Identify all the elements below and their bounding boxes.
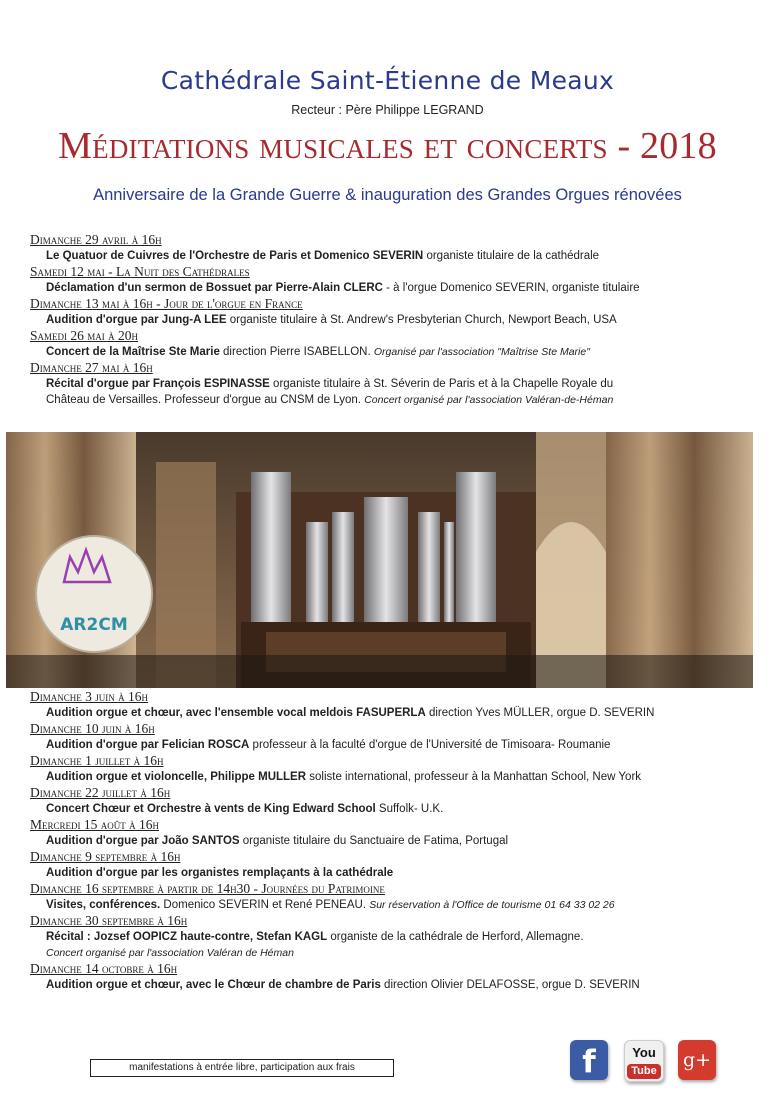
event-item xyxy=(30,881,750,913)
event-description: Audition d'orgue par Felician ROSCA professeur à la faculté d'orgue de l'Université de Timisoara- Roumanie xyxy=(46,739,611,751)
event-description: Déclamation d'un sermon de Bossuet par Pierre-Alain CLERC - à l'orgue Domenico SEVERIN, organiste titulaire xyxy=(46,282,640,294)
event-date: Dimanche 16 septembre à partir de 14h30 - Journées du Patrimoine xyxy=(30,881,385,896)
event-date: Dimanche 9 septembre à 16h xyxy=(30,849,181,864)
event-description-continued: Château de Versailles. Professeur d'orgue au CNSM de Lyon. Concert organisé par l'association Valéran-de-Héman xyxy=(46,394,614,406)
event-description: Récital d'orgue par François ESPINASSE organiste titulaire à St. Séverin de Paris et à la Chapelle Royale du xyxy=(46,378,614,390)
event-item xyxy=(30,689,750,721)
recteur-line: Recteur : Père Philippe LEGRAND xyxy=(291,103,484,117)
event-description: Audition d'orgue par les organistes remplaçants à la cathédrale xyxy=(46,867,394,879)
youtube-tube-label: Tube xyxy=(627,1064,660,1079)
event-description: Récital : Jozsef OOPICZ haute-contre, Stefan KAGL organiste de la cathédrale de Herford, Allemagne. xyxy=(46,931,584,943)
organ-illustration xyxy=(6,432,753,688)
cathedral-name: Cathédrale Saint-Étienne de Meaux xyxy=(160,66,615,95)
event-date: Dimanche 29 avril à 16h xyxy=(30,232,162,247)
event-description: Audition orgue et chœur, avec l'ensemble vocal meldois FASUPERLA direction Yves MÜLLER, orgue D. SEVERIN xyxy=(46,707,655,719)
event-item xyxy=(30,296,750,328)
event-date: Dimanche 22 juillet à 16h xyxy=(30,785,171,800)
event-date: Dimanche 27 mai à 16h xyxy=(30,360,153,375)
event-date: Dimanche 13 mai à 16h - Jour de l'orgue en France xyxy=(30,296,303,311)
event-item xyxy=(30,232,750,264)
events-list-top xyxy=(30,232,750,408)
association-banner: Association pour le Rayonnement Culturel de la Cathédrale de Meaux xyxy=(154,1095,605,1109)
youtube-icon[interactable] xyxy=(624,1040,664,1082)
event-item xyxy=(30,753,750,785)
event-date: Dimanche 3 juin à 16h xyxy=(30,689,148,704)
event-date: Samedi 12 mai - La Nuit des Cathédrales xyxy=(30,264,250,279)
event-item xyxy=(30,360,750,408)
event-date: Dimanche 1 juillet à 16h xyxy=(30,753,164,768)
event-date: Dimanche 30 septembre à 16h xyxy=(30,913,188,928)
event-description: Audition d'orgue par Jung-A LEE organiste titulaire à St. Andrew's Presbyterian Church, Newport Beach, USA xyxy=(46,314,617,326)
youtube-you-label: You xyxy=(632,1045,656,1060)
logo-text: AR2CM xyxy=(60,615,128,635)
event-item xyxy=(30,817,750,849)
poster-subtitle: Anniversaire de la Grande Guerre & inauguration des Grandes Orgues rénovées xyxy=(93,186,682,204)
free-entry-note: manifestations à entrée libre, participation aux frais xyxy=(90,1059,394,1077)
googleplus-icon[interactable]: g+ xyxy=(678,1040,716,1080)
event-item xyxy=(30,328,750,360)
event-date: Dimanche 10 juin à 16h xyxy=(30,721,155,736)
event-date: Dimanche 14 octobre à 16h xyxy=(30,961,178,976)
event-description: Concert de la Maîtrise Ste Marie direction Pierre ISABELLON. Organisé par l'association "Maîtrise Ste Marie" xyxy=(46,346,590,358)
event-date: Samedi 26 mai à 20h xyxy=(30,328,139,343)
event-note: Concert organisé par l'association Valéran de Héman xyxy=(46,947,294,959)
event-description: Concert Chœur et Orchestre à vents de King Edward School Suffolk- U.K. xyxy=(46,803,444,815)
facebook-icon[interactable]: f xyxy=(570,1040,608,1080)
event-description: Audition orgue et violoncelle, Philippe MULLER soliste international, professeur à la Manhattan School, New York xyxy=(46,771,642,783)
event-item xyxy=(30,913,750,961)
event-date: Mercredi 15 août à 16h xyxy=(30,817,159,832)
event-item xyxy=(30,785,750,817)
event-item xyxy=(30,961,750,993)
poster-title: Méditations musicales et concerts - 2018 xyxy=(58,125,717,167)
events-list-bottom xyxy=(30,689,750,993)
event-item xyxy=(30,721,750,753)
event-description: Visites, conférences. Domenico SEVERIN et René PENEAU. Sur réservation à l'Office de tourisme 01 64 33 02 26 xyxy=(46,899,615,911)
event-description: Le Quatuor de Cuivres de l'Orchestre de Paris et Domenico SEVERIN organiste titulaire de la cathédrale xyxy=(46,250,600,262)
event-item xyxy=(30,264,750,296)
event-description: Audition orgue et chœur, avec le Chœur de chambre de Paris direction Olivier DELAFOSSE, orgue D. SEVERIN xyxy=(46,979,640,991)
event-description: Audition d'orgue par João SANTOS organiste titulaire du Sanctuaire de Fatima, Portugal xyxy=(46,835,509,847)
event-item xyxy=(30,849,750,881)
